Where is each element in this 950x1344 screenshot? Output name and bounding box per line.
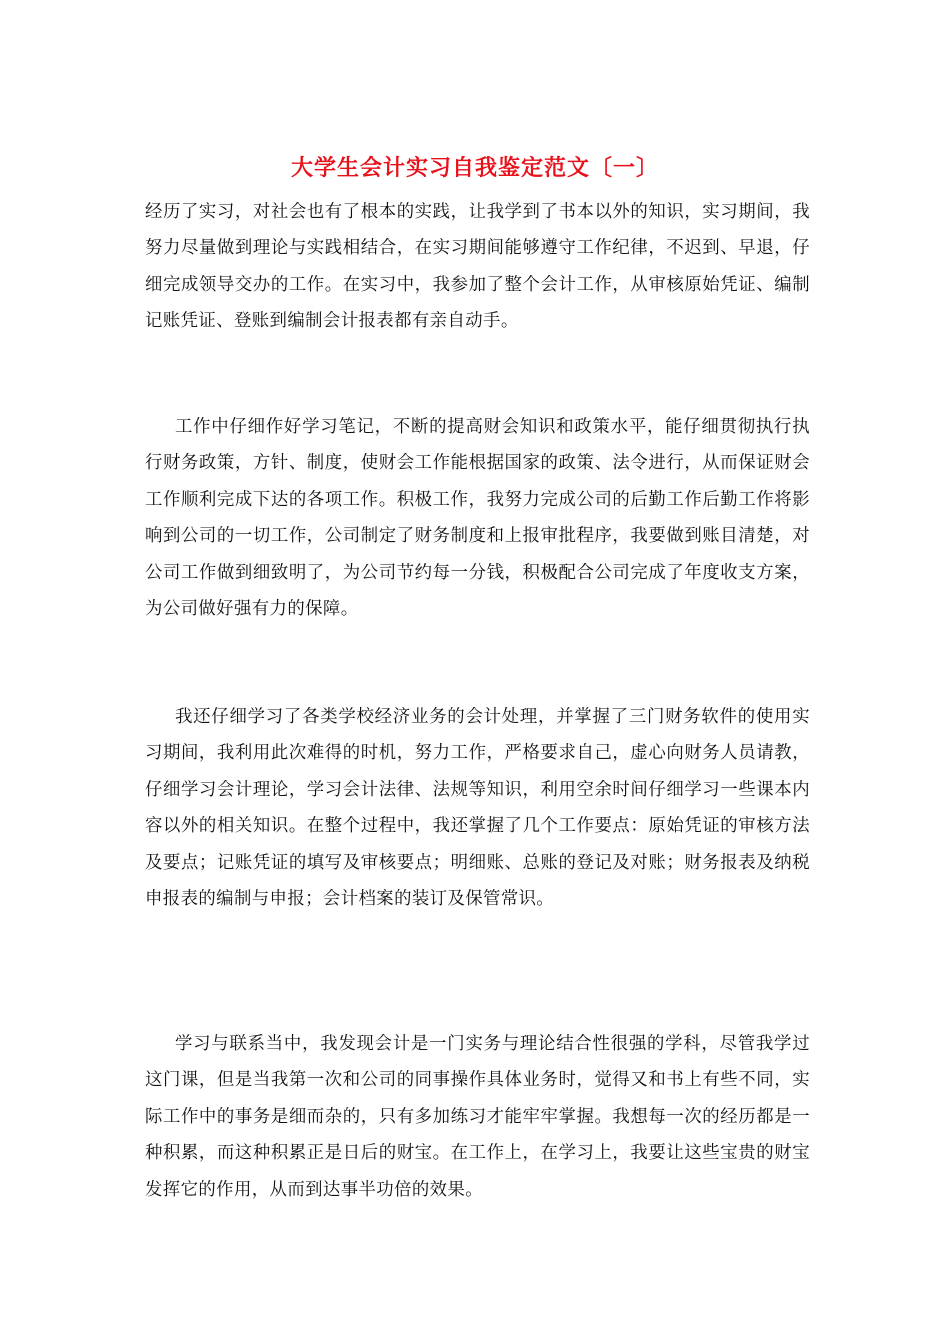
document-title: 大学生会计实习自我鉴定范文〔一〕 — [290, 155, 659, 181]
paragraph-3: 我还仔细学习了各类学校经济业务的会计处理，并掌握了三门财务软件的使用实习期间，我利用此次难得的时机，努力工作，严格要求自己，虚心向财务人员请教，仔细学习会计理论，学习会计法律、法规等知识，利用空余时间仔细学习一些课本内容以外的相关知识。在整个过程中，我还掌握了几个工作要点：原始凭证的审核方法及要点；记账凭证的填写及审核要点；明细账、总账的登记及对账；财务报表及纳税申报表的编制与申报；会计档案的装订及保管常识。 — [145, 707, 810, 910]
paragraph-2: 工作中仔细作好学习笔记，不断的提高财会知识和政策水平，能仔细贯彻执行执行财务政策，方针、制度，使财会工作能根据国家的政策、法令进行，从而保证财会工作顺利完成下达的各项工作。积极工作，我努力完成公司的后勤工作后勤工作将影响到公司的一切工作，公司制定了财务制度和上报审批程序，我要做到账目清楚，对公司工作做到细致明了，为公司节约每一分钱，积极配合公司完成了年度收支方案，为公司做好强有力的保障。 — [145, 417, 810, 620]
paragraph-4: 学习与联系当中，我发现会计是一门实务与理论结合性很强的学科，尽管我学过这门课，但是当我第一次和公司的同事操作具体业务时，觉得又和书上有些不同，实际工作中的事务是细而杂的，只有多加练习才能牢牢掌握。我想每一次的经历都是一种积累，而这种积累正是日后的财宝。在工作上，在学习上，我要让这些宝贵的财宝发挥它的作用，从而到达事半功倍的效果。 — [145, 1034, 810, 1200]
paragraph-1: 经历了实习，对社会也有了根本的实践，让我学到了书本以外的知识，实习期间，我努力尽量做到理论与实践相结合，在实习期间能够遵守工作纪律，不迟到、早退，仔细完成领导交办的工作。在实习中，我参加了整个会计工作，从审核原始凭证、编制记账凭证、登账到编制会计报表都有亲自动手。 — [145, 202, 810, 332]
